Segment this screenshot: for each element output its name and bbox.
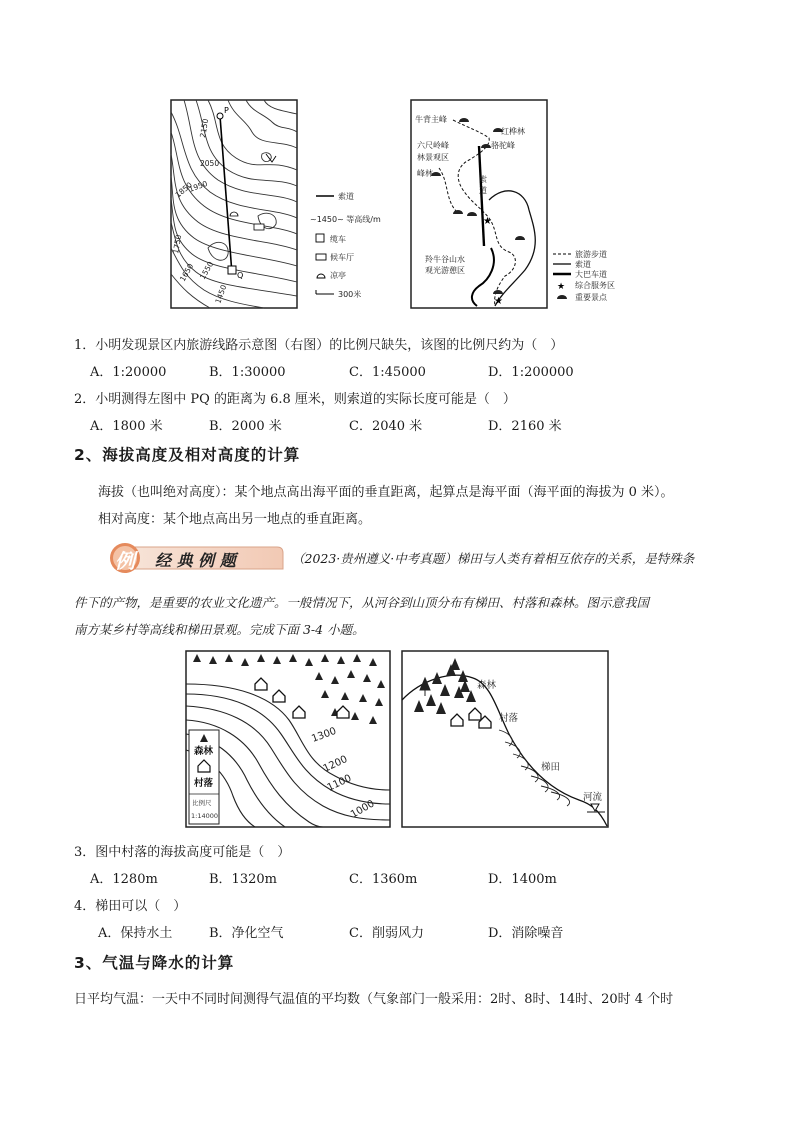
svg-text:2050: 2050 (200, 159, 220, 168)
map2-valley-outline (489, 191, 535, 306)
legend-pavilion-icon (317, 274, 325, 278)
contour-map-cableway (168, 98, 398, 310)
svg-text:1:14000: 1:14000 (191, 812, 219, 820)
svg-text:1850: 1850 (173, 180, 194, 200)
map1-contour-labels (171, 118, 228, 305)
example-line-1: （2023·贵州遵义·中考真题）梯田与人类有着相互依存的关系，是特殊条 (292, 551, 695, 566)
map2-labels (415, 114, 525, 275)
map4-forest-trees (414, 658, 476, 714)
q2-option-b[interactable]: B．2000 米 (209, 419, 282, 434)
map3-forest-trees (193, 654, 385, 724)
svg-text:六尺岭峰: 六尺岭峰 (417, 141, 449, 150)
svg-text:索: 索 (479, 175, 487, 184)
map2-trail-west (439, 168, 457, 212)
legend-waiting-hall-icon (316, 254, 326, 260)
svg-text:旅游步道: 旅游步道 (575, 250, 607, 259)
map3-contour-labels (310, 726, 376, 821)
svg-text:林景观区: 林景观区 (417, 153, 449, 162)
tourism-route-map (409, 98, 629, 310)
svg-text:1000: 1000 (349, 798, 377, 821)
svg-text:1750: 1750 (171, 233, 184, 255)
svg-text:红桦林: 红桦林 (501, 127, 525, 136)
map1-cableway-line (220, 116, 232, 274)
svg-text:重要景点: 重要景点 (575, 293, 607, 302)
svg-text:1550: 1550 (197, 259, 216, 281)
svg-text:1650: 1650 (177, 261, 196, 283)
q4-option-b[interactable]: B．净化空气 (209, 926, 284, 941)
example-badge-char: 例 (115, 549, 135, 573)
svg-text:1300: 1300 (310, 725, 338, 745)
question-3-stem: 3．图中村落的海拔高度可能是（ ） (74, 845, 291, 860)
svg-text:~1450~ 等高线/m: ~1450~ 等高线/m (310, 215, 381, 224)
example-line-3: 南方某乡村等高线和梯田景观。完成下面 3-4 小题。 (74, 622, 365, 637)
map1-point-p: P (224, 106, 229, 115)
map1-scale: 300米 (338, 290, 362, 299)
svg-text:大巴车道: 大巴车道 (575, 270, 607, 279)
svg-text:缆车: 缆车 (330, 235, 346, 244)
svg-text:牛背主峰: 牛背主峰 (415, 115, 447, 124)
svg-text:道: 道 (479, 186, 487, 195)
svg-text:1450: 1450 (213, 283, 229, 305)
q1-option-b[interactable]: B．1:30000 (209, 365, 286, 380)
q2-option-c[interactable]: C．2040 米 (349, 419, 423, 434)
q3-option-d[interactable]: D．1400m (488, 872, 557, 887)
svg-text:森林: 森林 (194, 746, 214, 757)
map3-legend-box (189, 730, 219, 824)
legend-cablecar-icon (316, 234, 324, 242)
village-contour-map (185, 650, 391, 828)
section-2-line-2: 相对高度：某个地点高出另一地点的垂直距离。 (98, 512, 372, 527)
map2-cableway (479, 146, 484, 246)
svg-text:比例尺: 比例尺 (192, 799, 212, 807)
svg-text:索道: 索道 (575, 260, 591, 269)
q4-option-c[interactable]: C．削弱风力 (349, 926, 424, 941)
map1-legend (310, 191, 381, 299)
q3-option-a[interactable]: A．1280m (90, 872, 158, 887)
svg-text:观光游憩区: 观光游憩区 (425, 266, 465, 275)
map1-point-p-marker (217, 113, 223, 119)
q1-option-d[interactable]: D．1:200000 (488, 365, 574, 380)
example-badge (107, 541, 285, 575)
example-line-2: 件下的产物，是重要的农业文化遗产。一般情况下，从河谷到山顶分布有梯田、村落和森林。图示意我国 (74, 595, 650, 610)
terrace-landscape-map (401, 650, 609, 828)
map1-point-q-marker (228, 266, 236, 274)
map2-bus-road (472, 248, 494, 306)
svg-text:1200: 1200 (321, 753, 350, 775)
map4-village-houses (451, 708, 491, 728)
svg-text:1100: 1100 (325, 772, 354, 794)
svg-text:凉亭: 凉亭 (330, 271, 346, 280)
q2-option-d[interactable]: D．2160 米 (488, 419, 562, 434)
svg-text:候车厅: 候车厅 (330, 253, 354, 262)
svg-text:村落: 村落 (194, 778, 214, 789)
question-2-stem: 2．小明测得左图中 PQ 的距离为 6.8 厘米，则索道的实际长度可能是（ ） (74, 392, 516, 407)
section-3-line-1: 日平均气温：一天中不同时间测得气温值的平均数（气象部门一般采用：2时、8时、14时、20时 4 个时 (74, 992, 674, 1007)
map1-pavilion-icon (230, 212, 238, 216)
svg-text:羚牛谷山水: 羚牛谷山水 (425, 255, 465, 264)
example-badge-text: 经 典 例 题 (155, 551, 236, 570)
svg-text:2150: 2150 (198, 117, 211, 139)
q1-option-a[interactable]: A．1:20000 (90, 365, 167, 380)
section-2-line-1: 海拔（也叫绝对高度）：某个地点高出海平面的垂直距离，起算点是海平面（海平面的海拔为 0 米）。 (98, 485, 674, 500)
map4-hill-profile (402, 675, 607, 826)
map4-terrace-label: 梯田 (541, 762, 561, 773)
svg-text:峰林: 峰林 (417, 169, 433, 178)
svg-text:索道: 索道 (338, 192, 354, 201)
question-4-stem: 4．梯田可以（ ） (74, 899, 187, 914)
map4-frame (402, 651, 608, 827)
svg-text:骆驼峰: 骆驼峰 (491, 141, 515, 150)
svg-text:★: ★ (557, 282, 566, 292)
q3-option-b[interactable]: B．1320m (209, 872, 277, 887)
question-1-stem: 1．小明发现景区内旅游线路示意图（右图）的比例尺缺失，该图的比例尺约为（ ） (74, 338, 564, 353)
map2-service-star-1: ★ (483, 216, 492, 227)
q3-option-c[interactable]: C．1360m (349, 872, 418, 887)
map1-contour-lines (171, 100, 297, 308)
map4-forest-label: 森林 (477, 680, 497, 691)
section-2-title: 2、海拔高度及相对高度的计算 (74, 446, 301, 464)
q4-option-a[interactable]: A．保持水土 (98, 926, 173, 941)
map4-river-label: 河流 (583, 792, 603, 803)
map2-legend (553, 249, 615, 302)
svg-text:综合服务区: 综合服务区 (575, 281, 615, 290)
section-3-title: 3、气温与降水的计算 (74, 954, 235, 972)
q4-option-d[interactable]: D．消除噪音 (488, 926, 564, 941)
map2-service-star-2: ★ (494, 296, 503, 307)
map4-river-symbol (591, 804, 599, 811)
map4-village-label: 村落 (499, 713, 519, 724)
q1-option-c[interactable]: C．1:45000 (349, 365, 426, 380)
map1-point-q: Q (237, 271, 244, 280)
map1-waiting-hall-icon (254, 224, 264, 230)
svg-text:1950: 1950 (187, 178, 209, 194)
q2-option-a[interactable]: A．1800 米 (90, 419, 163, 434)
